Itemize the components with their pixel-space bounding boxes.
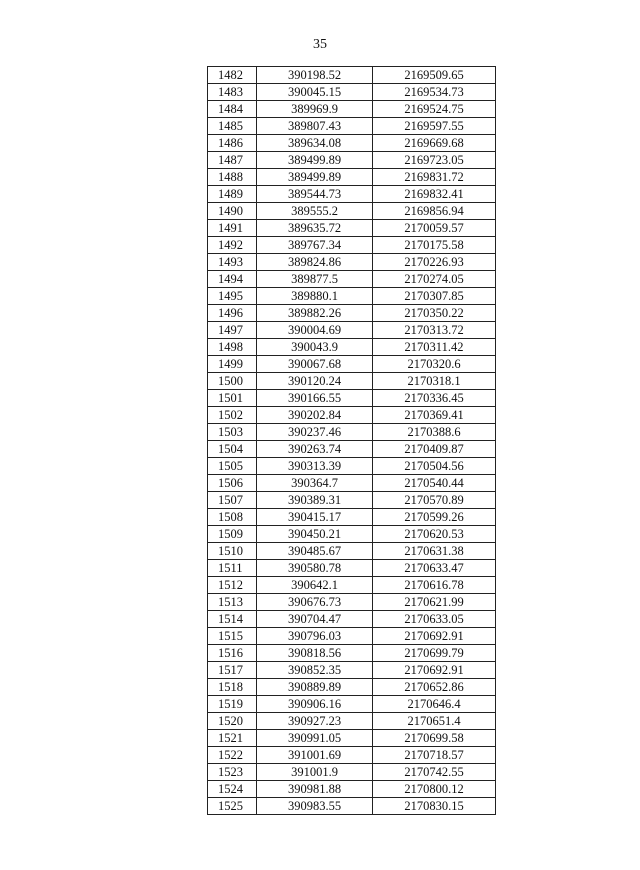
point-number-cell: 1482: [208, 67, 257, 84]
point-number-cell: 1513: [208, 594, 257, 611]
x-coordinate-cell: 390067.68: [257, 356, 373, 373]
x-coordinate-cell: 390389.31: [257, 492, 373, 509]
y-coordinate-cell: 2170226.93: [373, 254, 496, 271]
x-coordinate-cell: 390642.1: [257, 577, 373, 594]
x-coordinate-cell: 389807.43: [257, 118, 373, 135]
point-number-cell: 1495: [208, 288, 257, 305]
table-row: [208, 730, 496, 747]
table-row: [208, 254, 496, 271]
x-coordinate-cell: 390852.35: [257, 662, 373, 679]
y-coordinate-cell: 2170175.58: [373, 237, 496, 254]
table-row: [208, 458, 496, 475]
point-number-cell: 1488: [208, 169, 257, 186]
point-number-cell: 1498: [208, 339, 257, 356]
x-coordinate-cell: 389767.34: [257, 237, 373, 254]
table-row: [208, 628, 496, 645]
x-coordinate-cell: 389880.1: [257, 288, 373, 305]
point-number-cell: 1494: [208, 271, 257, 288]
point-number-cell: 1506: [208, 475, 257, 492]
table-row: [208, 305, 496, 322]
x-coordinate-cell: 390120.24: [257, 373, 373, 390]
x-coordinate-cell: 390202.84: [257, 407, 373, 424]
x-coordinate-cell: 389882.26: [257, 305, 373, 322]
table-row: [208, 84, 496, 101]
point-number-cell: 1525: [208, 798, 257, 815]
x-coordinate-cell: 389969.9: [257, 101, 373, 118]
x-coordinate-cell: 390991.05: [257, 730, 373, 747]
table-row: [208, 373, 496, 390]
table-row: [208, 220, 496, 237]
point-number-cell: 1522: [208, 747, 257, 764]
y-coordinate-cell: 2170633.05: [373, 611, 496, 628]
y-coordinate-cell: 2170318.1: [373, 373, 496, 390]
y-coordinate-cell: 2170274.05: [373, 271, 496, 288]
table-row: [208, 356, 496, 373]
point-number-cell: 1487: [208, 152, 257, 169]
x-coordinate-cell: 390983.55: [257, 798, 373, 815]
table-row: [208, 441, 496, 458]
x-coordinate-cell: 390043.9: [257, 339, 373, 356]
point-number-cell: 1508: [208, 509, 257, 526]
x-coordinate-cell: 390676.73: [257, 594, 373, 611]
point-number-cell: 1509: [208, 526, 257, 543]
table-row: [208, 798, 496, 815]
table-row: [208, 662, 496, 679]
table-row: [208, 492, 496, 509]
point-number-cell: 1489: [208, 186, 257, 203]
y-coordinate-cell: 2169831.72: [373, 169, 496, 186]
y-coordinate-cell: 2170504.56: [373, 458, 496, 475]
y-coordinate-cell: 2170830.15: [373, 798, 496, 815]
point-number-cell: 1523: [208, 764, 257, 781]
point-number-cell: 1514: [208, 611, 257, 628]
x-coordinate-cell: 390580.78: [257, 560, 373, 577]
y-coordinate-cell: 2170350.22: [373, 305, 496, 322]
point-number-cell: 1501: [208, 390, 257, 407]
y-coordinate-cell: 2170540.44: [373, 475, 496, 492]
y-coordinate-cell: 2169597.55: [373, 118, 496, 135]
point-number-cell: 1484: [208, 101, 257, 118]
y-coordinate-cell: 2170742.55: [373, 764, 496, 781]
x-coordinate-cell: 391001.69: [257, 747, 373, 764]
x-coordinate-cell: 390485.67: [257, 543, 373, 560]
point-number-cell: 1485: [208, 118, 257, 135]
table-row: [208, 509, 496, 526]
point-number-cell: 1496: [208, 305, 257, 322]
table-row: [208, 475, 496, 492]
y-coordinate-cell: 2170599.26: [373, 509, 496, 526]
point-number-cell: 1519: [208, 696, 257, 713]
y-coordinate-cell: 2170311.42: [373, 339, 496, 356]
point-number-cell: 1524: [208, 781, 257, 798]
table-row: [208, 747, 496, 764]
table-row: [208, 764, 496, 781]
point-number-cell: 1502: [208, 407, 257, 424]
table-row: [208, 594, 496, 611]
table-row: [208, 101, 496, 118]
point-number-cell: 1516: [208, 645, 257, 662]
table-row: [208, 781, 496, 798]
x-coordinate-cell: 390045.15: [257, 84, 373, 101]
x-coordinate-cell: 391001.9: [257, 764, 373, 781]
y-coordinate-cell: 2170646.4: [373, 696, 496, 713]
table-row: [208, 203, 496, 220]
y-coordinate-cell: 2170651.4: [373, 713, 496, 730]
table-row: [208, 713, 496, 730]
y-coordinate-cell: 2170699.58: [373, 730, 496, 747]
x-coordinate-cell: 390906.16: [257, 696, 373, 713]
y-coordinate-cell: 2170307.85: [373, 288, 496, 305]
x-coordinate-cell: 390415.17: [257, 509, 373, 526]
x-coordinate-cell: 390981.88: [257, 781, 373, 798]
point-number-cell: 1504: [208, 441, 257, 458]
x-coordinate-cell: 390237.46: [257, 424, 373, 441]
table-row: [208, 288, 496, 305]
table-row: [208, 543, 496, 560]
y-coordinate-cell: 2170313.72: [373, 322, 496, 339]
table-row: [208, 237, 496, 254]
y-coordinate-cell: 2170369.41: [373, 407, 496, 424]
y-coordinate-cell: 2170336.45: [373, 390, 496, 407]
point-number-cell: 1511: [208, 560, 257, 577]
y-coordinate-cell: 2169856.94: [373, 203, 496, 220]
y-coordinate-cell: 2170409.87: [373, 441, 496, 458]
x-coordinate-cell: 390818.56: [257, 645, 373, 662]
x-coordinate-cell: 389544.73: [257, 186, 373, 203]
x-coordinate-cell: 390263.74: [257, 441, 373, 458]
x-coordinate-cell: 390004.69: [257, 322, 373, 339]
x-coordinate-cell: 390927.23: [257, 713, 373, 730]
x-coordinate-cell: 389877.5: [257, 271, 373, 288]
y-coordinate-cell: 2169832.41: [373, 186, 496, 203]
table-row: [208, 407, 496, 424]
table-row: [208, 67, 496, 84]
y-coordinate-cell: 2170620.53: [373, 526, 496, 543]
x-coordinate-cell: 390704.47: [257, 611, 373, 628]
coordinates-table: [207, 66, 496, 815]
page-number: 35: [313, 37, 327, 52]
point-number-cell: 1491: [208, 220, 257, 237]
y-coordinate-cell: 2170621.99: [373, 594, 496, 611]
x-coordinate-cell: 389635.72: [257, 220, 373, 237]
point-number-cell: 1517: [208, 662, 257, 679]
table-row: [208, 611, 496, 628]
y-coordinate-cell: 2170652.86: [373, 679, 496, 696]
point-number-cell: 1505: [208, 458, 257, 475]
x-coordinate-cell: 389499.89: [257, 152, 373, 169]
x-coordinate-cell: 390889.89: [257, 679, 373, 696]
x-coordinate-cell: 390364.7: [257, 475, 373, 492]
y-coordinate-cell: 2170388.6: [373, 424, 496, 441]
table-row: [208, 577, 496, 594]
y-coordinate-cell: 2170320.6: [373, 356, 496, 373]
table-row: [208, 271, 496, 288]
point-number-cell: 1490: [208, 203, 257, 220]
x-coordinate-cell: 389824.86: [257, 254, 373, 271]
table-row: [208, 322, 496, 339]
x-coordinate-cell: 390796.03: [257, 628, 373, 645]
point-number-cell: 1499: [208, 356, 257, 373]
y-coordinate-cell: 2169669.68: [373, 135, 496, 152]
point-number-cell: 1493: [208, 254, 257, 271]
y-coordinate-cell: 2170718.57: [373, 747, 496, 764]
table-row: [208, 696, 496, 713]
coordinates-table-body: [208, 67, 496, 815]
y-coordinate-cell: 2170616.78: [373, 577, 496, 594]
x-coordinate-cell: 389634.08: [257, 135, 373, 152]
x-coordinate-cell: 390313.39: [257, 458, 373, 475]
y-coordinate-cell: 2170633.47: [373, 560, 496, 577]
y-coordinate-cell: 2169723.05: [373, 152, 496, 169]
table-row: [208, 339, 496, 356]
point-number-cell: 1521: [208, 730, 257, 747]
table-row: [208, 560, 496, 577]
x-coordinate-cell: 390198.52: [257, 67, 373, 84]
y-coordinate-cell: 2170692.91: [373, 662, 496, 679]
x-coordinate-cell: 389499.89: [257, 169, 373, 186]
table-row: [208, 169, 496, 186]
point-number-cell: 1520: [208, 713, 257, 730]
y-coordinate-cell: 2170699.79: [373, 645, 496, 662]
table-row: [208, 679, 496, 696]
point-number-cell: 1486: [208, 135, 257, 152]
point-number-cell: 1497: [208, 322, 257, 339]
y-coordinate-cell: 2169524.75: [373, 101, 496, 118]
point-number-cell: 1512: [208, 577, 257, 594]
point-number-cell: 1483: [208, 84, 257, 101]
table-row: [208, 390, 496, 407]
point-number-cell: 1515: [208, 628, 257, 645]
y-coordinate-cell: 2170800.12: [373, 781, 496, 798]
y-coordinate-cell: 2170692.91: [373, 628, 496, 645]
y-coordinate-cell: 2169509.65: [373, 67, 496, 84]
point-number-cell: 1503: [208, 424, 257, 441]
point-number-cell: 1492: [208, 237, 257, 254]
point-number-cell: 1518: [208, 679, 257, 696]
x-coordinate-cell: 390450.21: [257, 526, 373, 543]
table-row: [208, 118, 496, 135]
table-row: [208, 186, 496, 203]
point-number-cell: 1500: [208, 373, 257, 390]
y-coordinate-cell: 2170570.89: [373, 492, 496, 509]
table-row: [208, 152, 496, 169]
table-row: [208, 645, 496, 662]
x-coordinate-cell: 390166.55: [257, 390, 373, 407]
table-row: [208, 135, 496, 152]
point-number-cell: 1510: [208, 543, 257, 560]
point-number-cell: 1507: [208, 492, 257, 509]
y-coordinate-cell: 2169534.73: [373, 84, 496, 101]
y-coordinate-cell: 2170631.38: [373, 543, 496, 560]
y-coordinate-cell: 2170059.57: [373, 220, 496, 237]
table-row: [208, 526, 496, 543]
x-coordinate-cell: 389555.2: [257, 203, 373, 220]
table-row: [208, 424, 496, 441]
